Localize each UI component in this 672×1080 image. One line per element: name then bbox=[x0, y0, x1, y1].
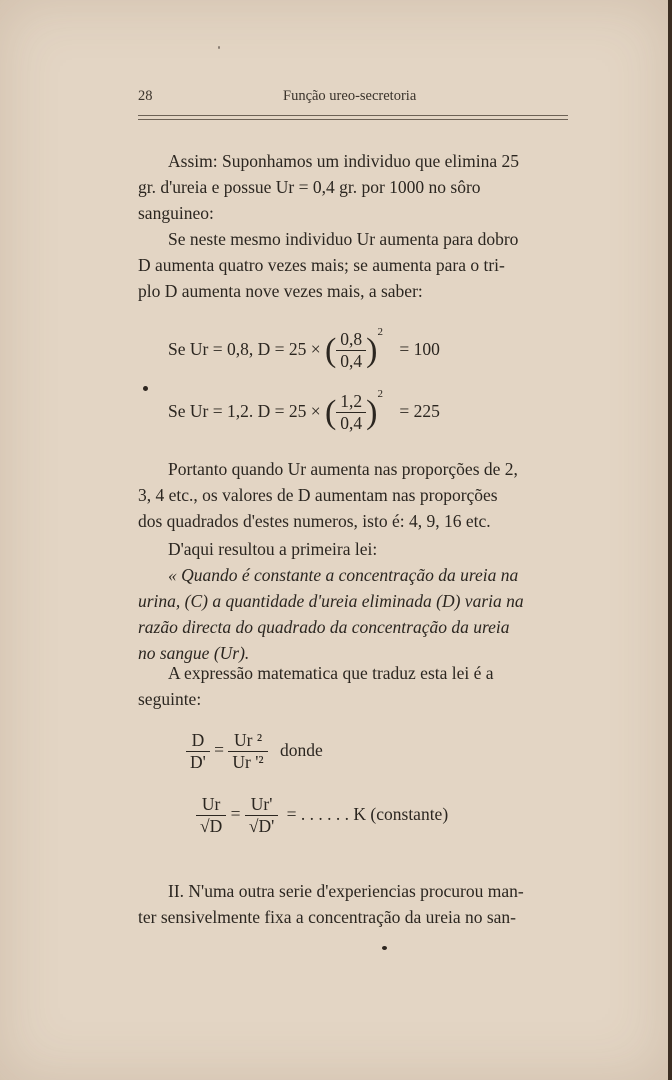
numerator: Ur ² bbox=[228, 730, 267, 752]
denominator: √D' bbox=[248, 816, 275, 836]
header-rule-bottom bbox=[138, 119, 568, 120]
paren-close: ) bbox=[366, 331, 378, 369]
exponent: 2 bbox=[377, 388, 383, 400]
paragraph-neste-individuo bbox=[138, 226, 572, 304]
fraction-left bbox=[186, 730, 210, 773]
text-line: gr. d'ureia e possue Ur = 0,4 gr. por 1000 no sôro bbox=[138, 177, 481, 197]
denominator: 0,4 bbox=[340, 413, 363, 434]
text-line: A expressão matematica que traduz esta lei é a bbox=[168, 663, 494, 683]
page-number: 28 bbox=[138, 88, 153, 104]
equals-sign: = bbox=[230, 803, 241, 824]
paper-speck bbox=[143, 386, 148, 391]
paper-speck bbox=[218, 46, 220, 49]
numerator: 0,8 bbox=[336, 329, 366, 351]
paragraph-assim bbox=[138, 148, 572, 226]
paren-close: ) bbox=[366, 393, 378, 431]
paper-speck bbox=[382, 946, 387, 950]
numerator: D bbox=[186, 730, 210, 752]
page-edge-shadow bbox=[668, 0, 672, 1080]
denominator: D' bbox=[190, 752, 206, 772]
text-line: Portanto quando Ur aumenta nas proporções de 2, bbox=[168, 459, 518, 479]
text-line: no sangue (Ur). bbox=[138, 643, 250, 663]
numerator: Ur' bbox=[245, 794, 278, 816]
text-line: seguinte: bbox=[138, 689, 202, 709]
equation-ur-0-8 bbox=[168, 326, 440, 372]
equals-sign: = bbox=[214, 739, 225, 760]
text-line: dos quadrados d'estes numeros, isto é: 4, 9, 16 etc. bbox=[138, 511, 491, 531]
equation-left: Se Ur = 0,8, D = 25 × bbox=[168, 339, 321, 359]
equation-result: = 100 bbox=[399, 339, 440, 359]
paragraph-expressao bbox=[138, 660, 572, 712]
paren-open: ( bbox=[324, 393, 337, 431]
header-rule-top bbox=[138, 115, 568, 116]
paragraph-serie-experiencias bbox=[138, 878, 572, 930]
denominator: 0,4 bbox=[340, 351, 363, 372]
numerator: Ur bbox=[196, 794, 226, 816]
numerator: 1,2 bbox=[336, 391, 366, 413]
text-line: razão directa do quadrado da concentração da ureia bbox=[138, 617, 510, 637]
equation-tail: = . . . . . . K (constante) bbox=[286, 803, 449, 824]
text-line: 3, 4 etc., os valores de D aumentam nas proporções bbox=[138, 485, 498, 505]
text-line: sanguineo: bbox=[138, 203, 214, 223]
equation-constant bbox=[196, 794, 448, 837]
running-head: Função ureo-secretoria bbox=[283, 88, 417, 104]
text-line: plo D aumenta nove vezes mais, a saber: bbox=[138, 281, 423, 301]
text-line: ter sensivelmente fixa a concentração da ureia no san- bbox=[138, 907, 517, 927]
equation-ur-1-2 bbox=[168, 388, 440, 434]
text-line: urina, (C) a quantidade d'ureia eliminada (D) varia na bbox=[138, 591, 524, 611]
equation-tail: donde bbox=[280, 739, 323, 760]
denominator: Ur '² bbox=[232, 752, 264, 772]
paragraph-portanto bbox=[138, 456, 572, 534]
equation-result: = 225 bbox=[399, 401, 440, 421]
law-statement bbox=[138, 562, 572, 666]
fraction-left bbox=[196, 794, 226, 837]
equation-left: Se Ur = 1,2. D = 25 × bbox=[168, 401, 321, 421]
denominator: √D bbox=[200, 816, 223, 836]
fraction bbox=[336, 391, 366, 434]
text-line: Se neste mesmo individuo Ur aumenta para dobro bbox=[168, 229, 519, 249]
paren-open: ( bbox=[324, 331, 337, 369]
fraction bbox=[336, 329, 366, 372]
fraction-right bbox=[228, 730, 267, 773]
equation-ratio bbox=[186, 730, 323, 773]
fraction-right bbox=[245, 794, 278, 837]
exponent: 2 bbox=[377, 326, 383, 338]
text-line: II. N'uma outra serie d'experiencias procurou man- bbox=[168, 881, 524, 901]
paragraph-primeira-lei bbox=[138, 536, 572, 562]
text-line: Assim: Suponhamos um individuo que elimina 25 bbox=[168, 151, 519, 171]
text-line: D aumenta quatro vezes mais; se aumenta para o tri- bbox=[138, 255, 505, 275]
text-line: D'aqui resultou a primeira lei: bbox=[168, 539, 378, 559]
text-line: « Quando é constante a concentração da ureia na bbox=[168, 565, 519, 585]
